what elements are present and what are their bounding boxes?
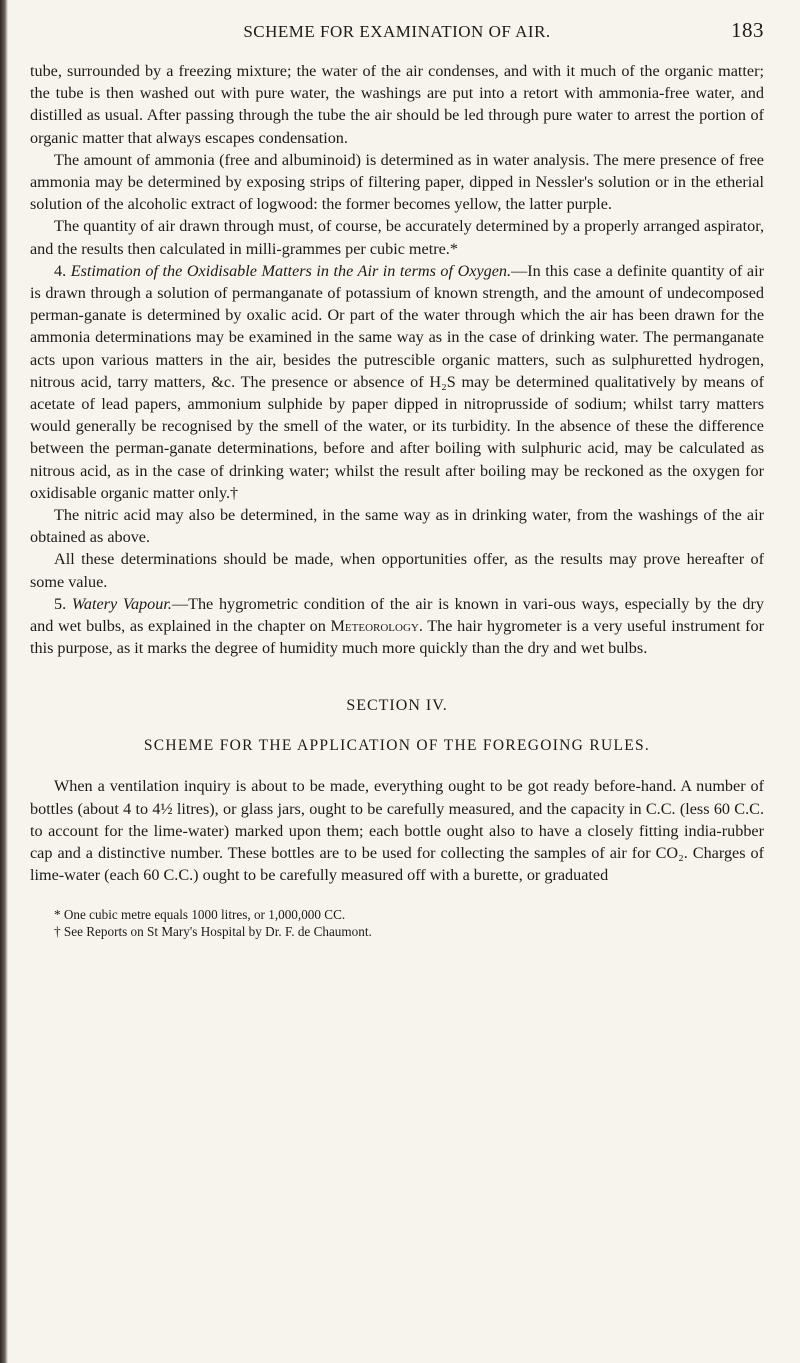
paragraph-determinations: All these determinations should be made, when opportunities offer, as the results may prove hereafter of some value. xyxy=(30,550,764,591)
footnotes xyxy=(30,906,764,940)
paragraph-ammonia: The amount of ammonia (free and albuminoid) is determined as in water analysis. The mere presence of free ammonia may be determined by exposing strips of filtering paper, dipped in Nessler's solution or in the etherial solution of the alcoholic extract of logwood: the former becomes yellow, the latter purple. xyxy=(30,150,764,214)
paragraph-nitric-acid: The nitric acid may also be determined, in the same way as in drinking water, from the washings of the air obtained as above. xyxy=(30,506,764,547)
paragraph-ventilation-inquiry: When a ventilation inquiry is about to be made, everything ought to be got ready before-hand. A number of bottles (about 4 to 4½ litres), or glass jars, ought to be carefully measured, and the capacity in C.C. (less 60 C.C. to account for the lime-water) marked upon them; each bottle ought also to have a closely fitting india-rubber cap and a distinctive number. These bottles are to be used for collecting the samples of air for CO₂. Charges of lime-water (each 60 C.C.) ought to be carefully measured off with a burette, or graduated xyxy=(30,777,764,885)
footnote-separator xyxy=(30,899,764,900)
footnote-1: * One cubic metre equals 1000 litres, or 1,000,000 CC. xyxy=(54,906,346,922)
paragraph-continuation: tube, surrounded by a freezing mixture; the water of the air condenses, and with it much of the organic matter; the tube is then washed out with pure water, the washings are put into a retort with ammonia-free water, and distilled as usual. After passing through the tube the air should be led through pure water to arrest the portion of organic matter that always escapes condensation. xyxy=(30,62,764,147)
item-text: . The hair hygrometer is a very useful instrument for this purpose, as it marks the degree of humidity much more quickly than the dry and wet bulbs. xyxy=(30,617,765,658)
paragraph-quantity: The quantity of air drawn through must, of course, be accurately determined by a properly arranged aspirator, and the results then calculated in milli-grammes per cubic metre.* xyxy=(30,217,764,258)
paragraph-oxidisable-matters xyxy=(30,260,764,504)
page-body xyxy=(30,60,764,940)
item-text: —In this case a definite quantity of air is drawn through a solution of permanganate of potassium of known strength, and the amount of undecomposed perman-ganate is determined by oxalic acid. Or part of the water through which the air has been drawn for the ammonia determinations may be examined in the same way as in the case of drinking water. The permanganate acts upon various matters in the air, besides the putrescible organic matters, such as sulphuretted hydrogen, nitrous acid, tarry matters, &c. The presence or absence of H₂S may be determined qualitatively by means of acetate of lead papers, ammonium sulphide by paper dipped in nitroprusside of sodium; whilst tarry matters would generally be recognised by the smell of the water, or its turbidity. In the absence of these the difference between the perman-ganate determinations, before and after boiling with sulphuric acid, may be calculated as nitrous acid, as in the case of drinking water; whilst the result after boiling may be reckoned as the oxygen for oxidisable organic matter only.† xyxy=(30,261,764,502)
footnote-2: † See Reports on St Mary's Hospital by Dr. F. de Chaumont. xyxy=(54,923,372,939)
page-number: 183 xyxy=(731,18,764,42)
page-binding-edge xyxy=(0,0,8,1363)
running-title: SCHEME FOR EXAMINATION OF AIR. xyxy=(243,22,551,41)
item-number: 4. xyxy=(54,261,67,280)
item-title: Watery Vapour. xyxy=(71,594,172,613)
small-caps-ref: Meteorology xyxy=(330,617,419,636)
section-heading: SECTION IV. xyxy=(346,697,448,715)
running-header xyxy=(30,18,764,50)
item-number: 5. xyxy=(54,594,67,613)
item-text: —The hygrometric condition of the air is known in vari-ous ways, especially by the dry and wet bulbs, as explained in the chapter on xyxy=(30,594,764,636)
section-subheading: SCHEME FOR THE APPLICATION OF THE FOREGOING RULES. xyxy=(143,737,651,755)
paragraph-watery-vapour xyxy=(30,593,764,660)
item-title: Estimation of the Oxidisable Matters in the Air in terms of Oxygen. xyxy=(70,261,512,280)
